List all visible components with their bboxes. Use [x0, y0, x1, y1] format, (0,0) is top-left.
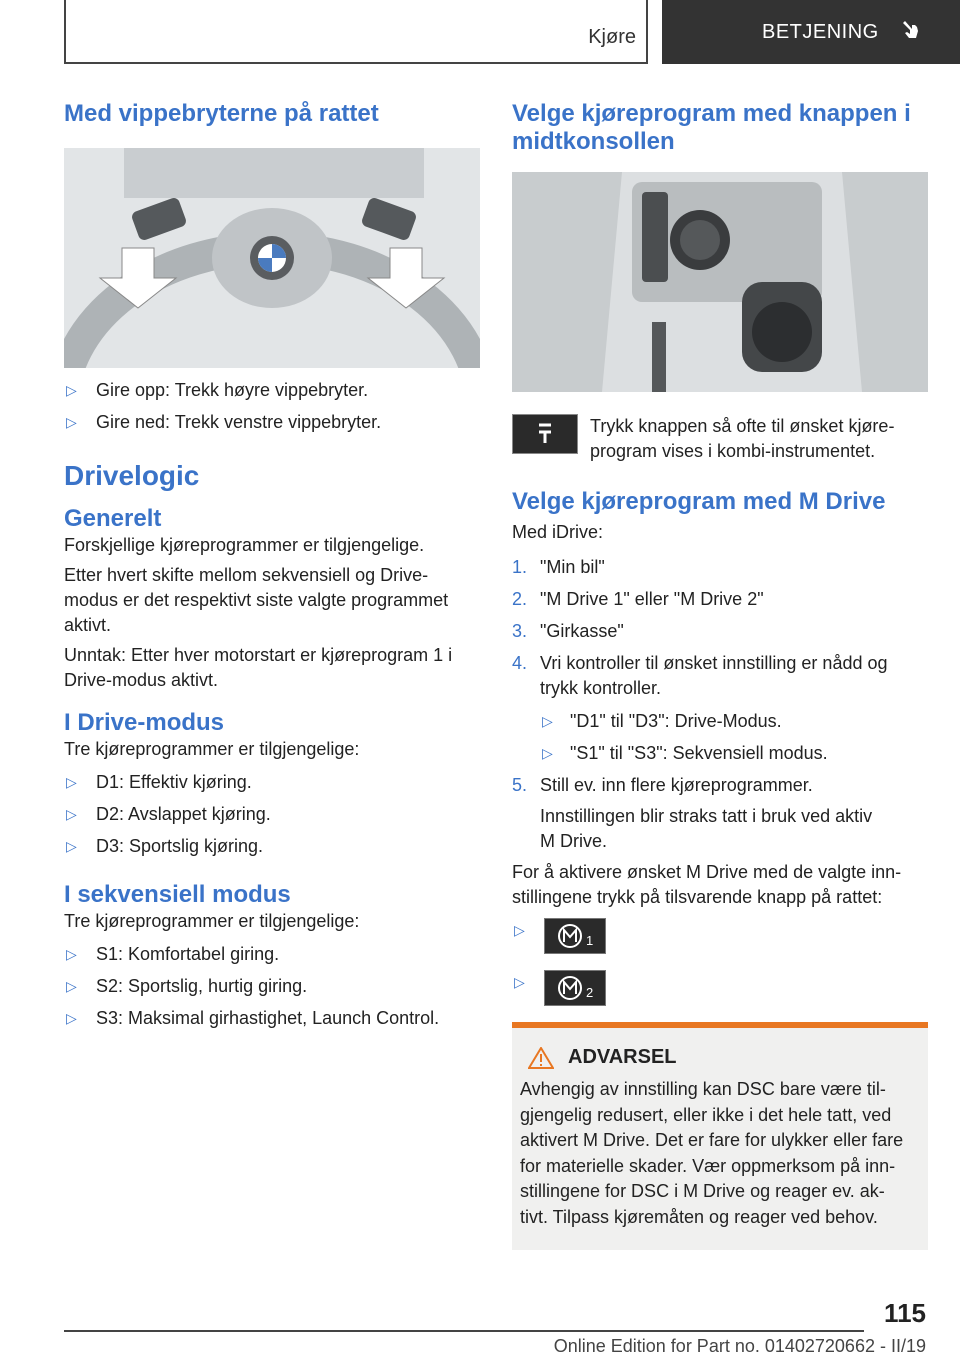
list-item — [512, 970, 928, 1006]
triangle-bullet-icon: ▷ — [542, 745, 553, 761]
list-item: 3. "Girkasse" — [512, 621, 624, 641]
triangle-bullet-icon: ▷ — [66, 414, 77, 430]
paragraph: Unntak: Etter hver motorstart er kjøreprogram 1 i Drive-modus aktivt. — [64, 645, 453, 690]
triangle-bullet-icon: ▷ — [514, 922, 525, 938]
list-item: ▷ S2: Sportslig, hurtig giring. — [64, 974, 480, 999]
heading-drivelogic: Drivelogic — [64, 460, 200, 491]
header-frame — [64, 0, 648, 64]
m2-button-icon: 2 — [544, 970, 606, 1006]
list-item: 4. Vri kontroller til ønsket innstilling er nådd og trykk kontroller. — [512, 653, 888, 698]
right-column — [512, 100, 928, 1250]
triangle-bullet-icon: ▷ — [66, 806, 77, 822]
warning-box — [512, 1022, 928, 1250]
m1-button-icon: 1 — [544, 918, 606, 954]
pointing-hand-icon — [899, 17, 923, 47]
triangle-bullet-icon: ▷ — [66, 838, 77, 854]
heading-drive-mode: I Drive-modus — [64, 709, 225, 736]
steering-wheel-image — [64, 148, 480, 368]
chapter-title: BETJENING — [762, 20, 879, 43]
page-number: 115 — [884, 1298, 926, 1328]
center-console-image — [512, 172, 928, 392]
triangle-bullet-icon: ▷ — [66, 1010, 77, 1026]
list-item: ▷ D1: Effektiv kjøring. — [64, 770, 480, 795]
list-item: ▷ S1: Komfortabel giring. — [64, 942, 480, 967]
press-button-instruction: Trykk knappen så ofte til ønsket kjøre- program vises i kombi-instrumentet. — [512, 414, 928, 464]
paragraph: Innstillingen blir straks tatt i bruk ved aktiv M Drive. — [540, 806, 873, 851]
paragraph: Etter hvert skifte mellom sekvensiell og Drive- modus er det respektivt siste valgte programmet aktivt. — [64, 565, 449, 635]
list-item: ▷ D3: Sportslig kjøring. — [64, 834, 480, 859]
triangle-bullet-icon: ▷ — [542, 713, 553, 729]
sub-list-item: ▷ "D1" til "D3": Drive-Modus. — [542, 709, 928, 734]
paragraph: Forskjellige kjøreprogrammer er tilgjengelige. — [64, 535, 425, 555]
warning-text: Avhengig av innstilling kan DSC bare være til- gjengelig redusert, eller ikke i det hele tatt, ved aktivert M Drive. Det er fare for ulykker eller fare for materielle skader. Vær oppmerksom på inn- stillingene for DSC i M Drive og reager ev. ak- tivt. Tilpass kjøremåten og reager ved behov. — [520, 1079, 904, 1227]
paragraph: Tre kjøreprogrammer er tilgjengelige: — [64, 739, 360, 759]
warning-title: ADVARSEL — [568, 1046, 677, 1068]
section-title: Kjøre — [588, 26, 636, 48]
paragraph: Tre kjøreprogrammer er tilgjengelige: — [64, 911, 360, 931]
list-item: 2. "M Drive 1" eller "M Drive 2" — [512, 589, 764, 609]
heading-generelt: Generelt — [64, 505, 162, 532]
list-item: ▷ Gire ned: Trekk venstre vippebryter. — [64, 410, 480, 435]
triangle-bullet-icon: ▷ — [66, 978, 77, 994]
list-item: 5. Still ev. inn flere kjøreprogrammer. — [512, 775, 813, 795]
heading-sequential-mode: I sekvensiell modus — [64, 881, 291, 908]
footer-edition: Online Edition for Part no. 01402720662 - II/19 — [553, 1336, 926, 1356]
sub-list-item: ▷ "S1" til "S3": Sekvensiell modus. — [542, 741, 928, 766]
list-item: ▷ Gire opp: Trekk høyre vippebryter. — [64, 378, 480, 403]
triangle-bullet-icon: ▷ — [66, 774, 77, 790]
paragraph: For å aktivere ønsket M Drive med de valgte inn- stillingene trykk på tilsvarende knapp på rattet: — [512, 862, 902, 907]
footer-divider — [64, 1330, 864, 1332]
triangle-bullet-icon: ▷ — [66, 382, 77, 398]
list-item: ▷ S3: Maksimal girhastighet, Launch Control. — [64, 1006, 480, 1031]
list-item: ▷ D2: Avslappet kjøring. — [64, 802, 480, 827]
chapter-tab — [662, 0, 960, 64]
heading-console: Velge kjøreprogram med knappen i midtkonsollen — [512, 100, 911, 155]
left-column — [64, 100, 480, 1031]
triangle-bullet-icon: ▷ — [66, 946, 77, 962]
drive-program-button-icon — [512, 414, 578, 454]
paragraph: Med iDrive: — [512, 522, 604, 542]
heading-m-drive: Velge kjøreprogram med M Drive — [512, 488, 886, 515]
heading-paddles: Med vippebryterne på rattet — [64, 100, 379, 127]
list-item: 1. "Min bil" — [512, 557, 605, 577]
warning-triangle-icon — [528, 1047, 554, 1069]
list-item — [512, 918, 928, 954]
triangle-bullet-icon: ▷ — [514, 974, 525, 990]
